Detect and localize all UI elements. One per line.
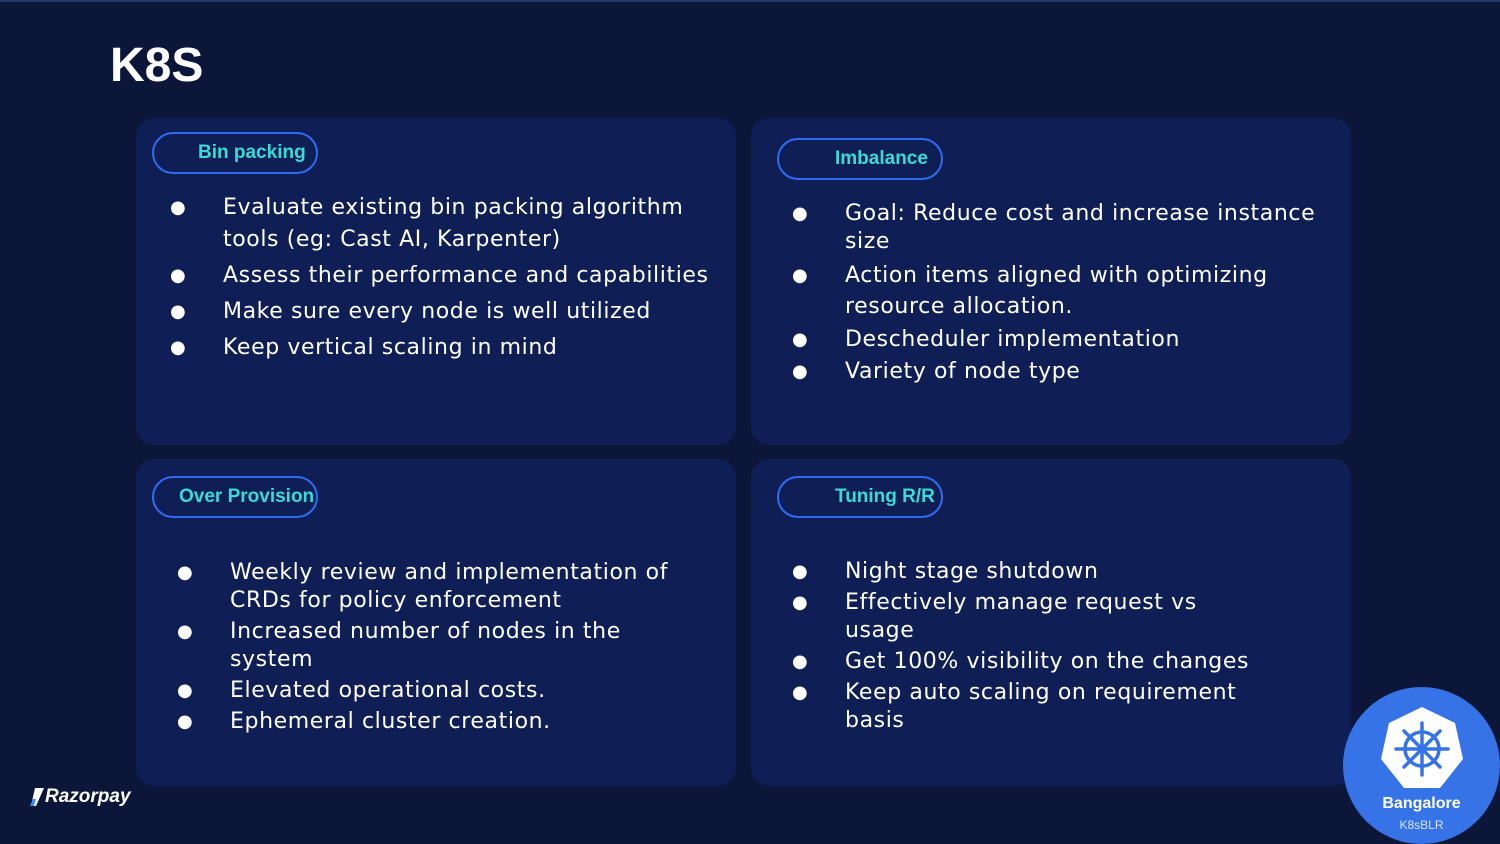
card-over-provision — [136, 459, 736, 786]
bullet-text-line: system — [230, 647, 314, 672]
bullet-item — [792, 558, 1325, 586]
bullet-text-line: Evaluate existing bin packing algorithm — [223, 195, 684, 220]
bullet-list — [177, 559, 710, 739]
bullet-dot: ● — [792, 561, 809, 582]
card-label-pill — [777, 476, 943, 518]
bullet-list — [792, 558, 1325, 738]
bullet-text-line: Effectively manage request vs — [845, 590, 1197, 615]
top-divider — [0, 0, 1500, 2]
bullet-dot: ● — [792, 265, 809, 286]
slide-title: K8S — [110, 39, 204, 92]
card-label: Bin packing — [198, 142, 306, 163]
bullet-item — [792, 648, 1325, 676]
bullet-list — [792, 200, 1325, 390]
razorpay-logo — [30, 786, 131, 808]
bullet-list — [170, 192, 723, 368]
card-label-pill — [777, 138, 943, 180]
bullet-item — [792, 589, 1325, 645]
bullet-text-line: Increased number of nodes in the — [230, 619, 621, 644]
razorpay-logo-icon — [30, 788, 44, 806]
card-label: Over Provision — [179, 486, 315, 507]
bullet-dot: ● — [170, 197, 187, 218]
bullet-item — [792, 358, 1325, 386]
bullet-text-line: Make sure every node is well utilized — [223, 299, 651, 324]
bullet-dot: ● — [792, 361, 809, 382]
brand-name: Razorpay — [45, 786, 131, 807]
bullet-item — [170, 260, 723, 292]
card-label: Tuning R/R — [835, 486, 935, 507]
bullet-dot: ● — [177, 562, 194, 583]
bullet-item — [177, 559, 710, 615]
bullet-item — [792, 326, 1325, 354]
bullet-text-line: Action items aligned with optimizing — [845, 263, 1268, 288]
card-label: Imbalance — [835, 148, 928, 169]
card-label-pill — [152, 476, 318, 518]
bullet-text-line: CRDs for policy enforcement — [230, 588, 562, 613]
card-imbalance — [751, 118, 1351, 445]
card-label-pill — [152, 132, 318, 174]
bullet-item — [170, 296, 723, 328]
bullet-text-line: resource allocation. — [845, 294, 1074, 319]
bullet-item — [177, 677, 710, 705]
bullet-text-line: tools (eg: Cast AI, Karpenter) — [223, 227, 561, 252]
bullet-item — [792, 260, 1325, 322]
community-badge — [1343, 687, 1500, 844]
bullet-text-line: Variety of node type — [845, 359, 1081, 384]
bullet-dot: ● — [177, 680, 194, 701]
bullet-item — [792, 679, 1325, 735]
bullet-item — [177, 708, 710, 736]
bullet-dot: ● — [170, 301, 187, 322]
bullet-text-line: Descheduler implementation — [845, 327, 1181, 352]
bullet-text-line: Night stage shutdown — [845, 559, 1099, 584]
bullet-dot: ● — [170, 337, 187, 358]
badge-group: K8sBLR — [1399, 818, 1444, 832]
bullet-item — [792, 200, 1325, 256]
bullet-text-line: Ephemeral cluster creation. — [230, 709, 551, 734]
bullet-dot: ● — [792, 651, 809, 672]
card-tuning-rr — [751, 459, 1351, 786]
bullet-text-line: Get 100% visibility on the changes — [845, 649, 1250, 674]
bullet-text-line: Keep auto scaling on requirement — [845, 680, 1237, 705]
bullet-dot: ● — [792, 203, 809, 224]
bullet-dot: ● — [792, 592, 809, 613]
bullet-text-line: Weekly review and implementation of — [230, 560, 669, 585]
bullet-dot: ● — [177, 621, 194, 642]
bullet-text-line: usage — [845, 618, 915, 643]
bullet-text-line: Keep vertical scaling in mind — [223, 335, 558, 360]
bullet-item — [170, 332, 723, 364]
bullet-dot: ● — [792, 329, 809, 350]
bullet-dot: ● — [792, 682, 809, 703]
bullet-text-line: size — [845, 229, 891, 254]
bullet-text-line: Assess their performance and capabilities — [223, 263, 709, 288]
card-bin-packing — [136, 118, 736, 445]
bullet-dot: ● — [177, 711, 194, 732]
bullet-text-line: basis — [845, 708, 905, 733]
bullet-item — [170, 192, 723, 256]
badge-city: Bangalore — [1382, 795, 1461, 812]
bullet-dot: ● — [170, 265, 187, 286]
bullet-text-line: Goal: Reduce cost and increase instance — [845, 201, 1316, 226]
bullet-text-line: Elevated operational costs. — [230, 678, 546, 703]
bullet-item — [177, 618, 710, 674]
